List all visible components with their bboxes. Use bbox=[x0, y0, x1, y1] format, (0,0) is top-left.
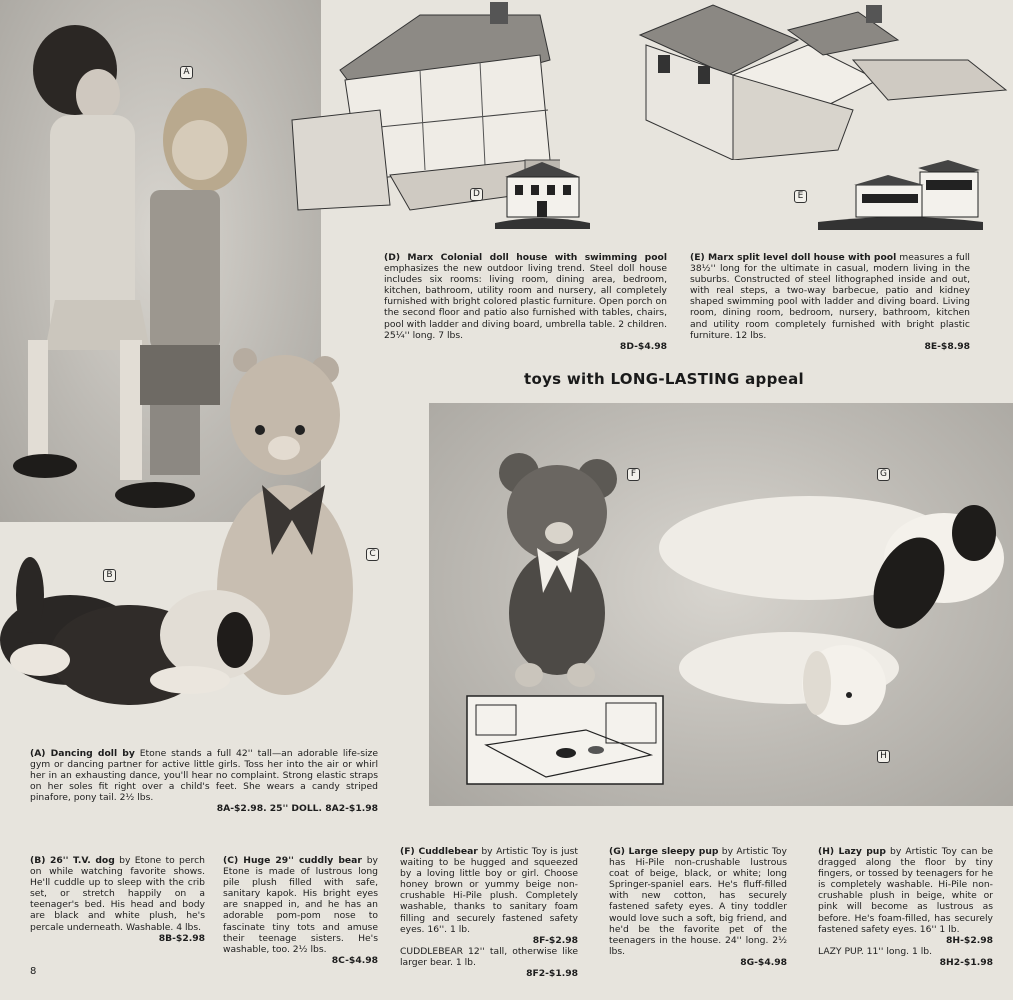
item-a-body: Etone stands a full 42'' tall—an adorable life-size gym or dancing partner for active little girls. Toss her into the air or whirl her in an exhausting dance, you'll hear no complaint. Strong elastic straps on her soles fit right over a child's feet. She wears a candy striped pinafore, pony tail. 2½ lbs. bbox=[30, 748, 379, 804]
split-level-doll-house-illustration bbox=[638, 0, 1008, 160]
split-level-house-small-icon bbox=[818, 160, 983, 232]
item-g-name: (G) Large sleepy pup bbox=[609, 846, 719, 857]
item-c-name: (C) Huge 29'' cuddly bear bbox=[223, 855, 362, 866]
label-d: D bbox=[470, 188, 483, 201]
heading-post: appeal bbox=[739, 370, 804, 388]
item-g-body: by Artistic Toy has Hi-Pile non-crushable lustrous coat of beige, black, or white; long Springer-spaniel ears. He's fluff-filled with new cotton, has securely fastened safety eyes. A tiny toddler would love such a soft, big friend, and he'd be the favorite pet of the teenagers in the house. 24'' long. 2½ lbs. bbox=[609, 846, 787, 957]
item-e-description bbox=[690, 252, 970, 352]
label-a: A bbox=[180, 66, 193, 79]
item-h-body: by Artistic Toy can be dragged along the floor by tiny fingers, or tossed by teenagers for he is completely washable. Hi-Pile non-crushable plush in beige, white or pink will become as lustrous as before. He's foam-filled, has securely fastened safety eyes. 16'' 1 lb. bbox=[818, 846, 993, 935]
section-heading bbox=[524, 370, 804, 388]
item-f-name: (F) Cuddlebear bbox=[400, 846, 478, 857]
item-d-body: emphasizes the new outdoor living trend. Steel doll house includes six rooms: living room, dining area, bedroom, kitchen, bathroom, utility room and nursery, all completely furnished with bright colored plastic furniture. Open porch on the second floor and patio also furnished with tables, chairs, pool with ladder and diving board, umbrella table. 2 children. 25¼'' long. 7 lbs. bbox=[384, 263, 667, 341]
label-b: B bbox=[103, 569, 116, 582]
item-e-body: measures a full 38½'' long for the ultimate in casual, modern living in the suburbs. Constructed of steel lithographed inside and out, with real steps, a two-way barbecue, patio and kidney shaped swimming pool with ladder and diving board. Living room, dining room, bedroom, nursery, bathroom, kitchen and utility room completely furnished with bright plastic furniture. 12 lbs. bbox=[690, 252, 970, 341]
bear-and-dog-illustration bbox=[0, 340, 390, 730]
photo-cuddlebear-and-pups bbox=[429, 403, 1013, 806]
item-b-name: (B) 26'' T.V. dog bbox=[30, 855, 115, 866]
label-c: C bbox=[366, 548, 379, 561]
label-e: E bbox=[794, 190, 807, 203]
item-f-extra: CUDDLEBEAR 12'' tall, otherwise like larger bear. 1 lb. bbox=[400, 945, 578, 968]
item-h-description bbox=[818, 846, 993, 968]
item-e-name: (E) Marx split level doll house with pool bbox=[690, 252, 897, 263]
item-a-name: (A) Dancing doll by bbox=[30, 748, 135, 759]
item-b-price: 8B-$2.98 bbox=[158, 932, 205, 944]
item-h-price: 8H-$2.98 bbox=[946, 934, 993, 946]
item-g-description bbox=[609, 846, 787, 968]
item-h-extra: LAZY PUP. 11'' long. 1 lb. bbox=[818, 945, 933, 957]
item-c-price: 8C-$4.98 bbox=[331, 954, 378, 966]
item-c-description bbox=[223, 855, 378, 966]
item-f-description bbox=[400, 846, 578, 979]
heading-emphasis: LONG-LASTING bbox=[610, 370, 740, 388]
item-c-body: by Etone is made of lustrous long pile plush filled with safe, sanitary kapok. His bright eyes are snapped in, and he has an adorable pom-pom nose to fascinate tiny tots and amuse their teenage sisters. He's washable, too. 2½ lbs. bbox=[223, 855, 378, 955]
colonial-house-small-icon bbox=[495, 157, 590, 232]
bedroom-sketch-illustration bbox=[466, 695, 664, 785]
item-d-name: (D) Marx Colonial doll house with swimming pool bbox=[384, 252, 667, 263]
item-d-price: 8D-$4.98 bbox=[619, 340, 667, 352]
item-a-description bbox=[30, 748, 378, 815]
item-f-price: 8F-$2.98 bbox=[532, 934, 578, 946]
page-number: 8 bbox=[30, 966, 37, 977]
item-h-name: (H) Lazy pup bbox=[818, 846, 886, 857]
heading-pre: toys with bbox=[524, 370, 611, 388]
item-f-body: by Artistic Toy is just waiting to be hugged and squeezed by a loving little boy or girl. Choose honey brown or yummy beige non-crushable Hi-Pile plush. Completely washable, thanks to sanitary foam filling and securely fastened safety eyes. 16''. 1 lb. bbox=[400, 846, 578, 935]
item-b-body: by Etone to perch on while watching favorite shows. He'll cuddle up to sleep with the crib set, or stretch happily on a teenager's bed. His head and body are black and white plush, he's percale underneath. Washable. 4 lbs. bbox=[30, 855, 205, 933]
item-g-price: 8G-$4.98 bbox=[740, 956, 787, 968]
label-g: G bbox=[877, 468, 890, 481]
item-b-description bbox=[30, 855, 205, 944]
item-a-price: 8A-$2.98. 25'' DOLL. 8A2-$1.98 bbox=[216, 803, 378, 815]
item-h-extra-price: 8H2-$1.98 bbox=[939, 956, 993, 968]
label-f: F bbox=[627, 468, 640, 481]
item-f-extra-price: 8F2-$1.98 bbox=[526, 968, 578, 980]
label-h: H bbox=[877, 750, 890, 763]
item-e-price: 8E-$8.98 bbox=[924, 340, 970, 352]
item-d-description bbox=[384, 252, 667, 352]
